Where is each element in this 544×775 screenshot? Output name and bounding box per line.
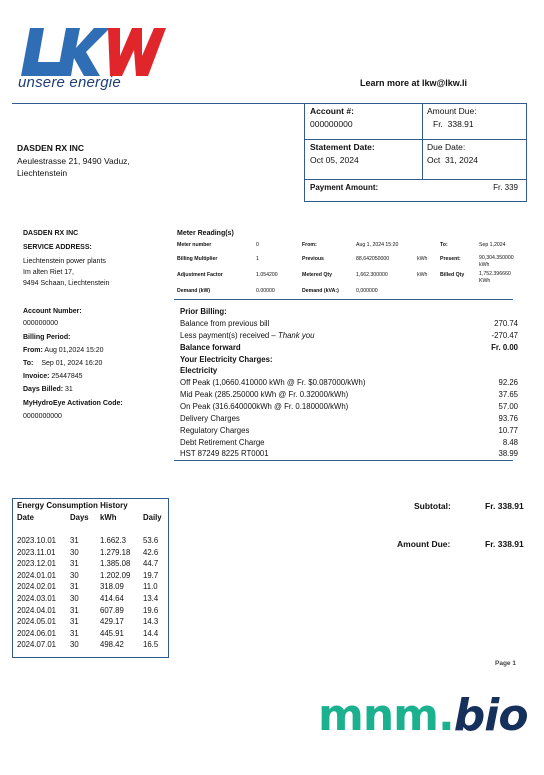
history-cell: 30 bbox=[70, 547, 79, 557]
history-header: kWh bbox=[100, 513, 117, 522]
history-cell: 2023.11.01 bbox=[17, 547, 56, 557]
billing-line bbox=[180, 448, 538, 460]
history-cell: 11.0 bbox=[143, 582, 158, 592]
summary-vertical-divider bbox=[422, 104, 423, 179]
total-amount-due-value: Fr. 338.91 bbox=[485, 539, 524, 549]
billing-line-amount: -270.47 bbox=[491, 330, 518, 340]
meter-row bbox=[177, 241, 522, 253]
meter-cell: 90,304.350000 kWh bbox=[479, 255, 514, 268]
watermark-part1: mnm. bbox=[318, 690, 454, 741]
billing-line-label: HST 87249 8225 RT0001 bbox=[180, 449, 269, 459]
billing-line bbox=[180, 389, 538, 401]
billing-line-label: Your Electricity Charges: bbox=[180, 354, 273, 364]
watermark bbox=[318, 690, 528, 742]
billing-line-label: On Peak (316.640000kWh @ Fr. 0.180000/kWh) bbox=[180, 401, 349, 411]
billing-line-label: Delivery Charges bbox=[180, 413, 240, 423]
history-cell: 30 bbox=[70, 594, 79, 603]
meter-cell: From: bbox=[302, 242, 317, 248]
history-cell: 14.4 bbox=[143, 628, 159, 638]
billing-line bbox=[180, 401, 538, 413]
billing-line-amount: 38.99 bbox=[498, 449, 518, 459]
total-amount-due-label: Amount Due: bbox=[397, 539, 451, 549]
prior-billing-label: Prior Billing: bbox=[180, 307, 227, 316]
history-cell: 31 bbox=[70, 605, 79, 615]
history-row bbox=[17, 535, 167, 546]
account-number-value: 000000000 bbox=[310, 119, 353, 129]
days-billed-value: 31 bbox=[65, 386, 73, 393]
history-cell: 498.42 bbox=[100, 640, 124, 650]
billing-line-label: Balance forward bbox=[180, 342, 241, 352]
billing-line-amount: 93.76 bbox=[498, 413, 518, 423]
history-cell: 1.385.08 bbox=[100, 559, 131, 569]
billing-line bbox=[180, 318, 538, 330]
history-cell: 42.6 bbox=[143, 547, 159, 557]
summary-divider-2 bbox=[305, 179, 526, 180]
meter-cell: To: bbox=[440, 242, 448, 248]
meter-cell: Aug 1, 2024 15:20 bbox=[356, 242, 399, 248]
meter-cell: 0.00000 bbox=[256, 288, 275, 294]
history-row bbox=[17, 616, 167, 627]
page-number: Page 1 bbox=[495, 660, 516, 667]
history-cell: 14.3 bbox=[143, 617, 159, 627]
meter-readings-title: Meter Reading(s) bbox=[177, 230, 234, 237]
meter-cell: Demand (kW) bbox=[177, 288, 211, 294]
billing-line-label: Regulatory Charges bbox=[180, 425, 250, 435]
meter-divider bbox=[174, 299, 513, 300]
days-billed-label: Days Billed: bbox=[23, 386, 64, 393]
due-date-value: Oct 31, 2024 bbox=[427, 155, 479, 165]
service-address-label: SERVICE ADDRESS: bbox=[23, 244, 92, 251]
service-address-line3: 9494 Schaan, Liechtenstein bbox=[23, 280, 110, 287]
billing-line bbox=[180, 377, 538, 389]
account-number-label: Account Number: bbox=[23, 308, 82, 315]
history-row bbox=[17, 628, 167, 639]
billing-line bbox=[180, 342, 538, 354]
history-header: Daily bbox=[143, 513, 162, 522]
meter-cell: Previous bbox=[302, 256, 324, 262]
history-cell: 53.6 bbox=[143, 536, 159, 545]
subtotal-value: Fr. 338.91 bbox=[485, 501, 524, 511]
billing-line-amount: 92.26 bbox=[498, 378, 518, 388]
invoice-value: 25447845 bbox=[51, 373, 83, 380]
history-cell: 2023.12.01 bbox=[17, 559, 57, 569]
account-number-label: Account #: bbox=[310, 106, 354, 116]
account-summary-box bbox=[304, 103, 527, 202]
meter-cell: 88,642050000 bbox=[356, 256, 390, 262]
customer-name: DASDEN RX INC bbox=[17, 143, 85, 153]
billing-period-label: Billing Period: bbox=[23, 334, 71, 341]
billing-divider bbox=[174, 460, 513, 461]
invoice-label: Invoice: bbox=[23, 373, 50, 380]
history-cell: 2024.03.01 bbox=[17, 594, 57, 603]
to-label: To: bbox=[23, 360, 34, 367]
billing-line bbox=[180, 354, 538, 366]
history-cell: 318.09 bbox=[100, 582, 124, 592]
meter-cell: kWh bbox=[417, 272, 428, 278]
billing-line-label: Balance from previous bill bbox=[180, 319, 270, 328]
billing-line-amount: 10.77 bbox=[498, 425, 518, 435]
history-cell: 19.7 bbox=[143, 570, 159, 580]
billing-line bbox=[180, 437, 538, 449]
history-cell: 414.64 bbox=[100, 594, 124, 603]
history-cell: 2024.07.01 bbox=[17, 640, 57, 650]
from-label: From: bbox=[23, 347, 43, 354]
history-cell: 1.662.3 bbox=[100, 536, 127, 545]
service-address-line1: Liechtenstein power plants bbox=[23, 258, 106, 265]
history-cell: 30 bbox=[70, 570, 79, 580]
billing-line-amount: 57.00 bbox=[498, 401, 518, 411]
history-cell: 2024.06.01 bbox=[17, 628, 57, 638]
billing-line bbox=[180, 330, 538, 342]
meter-cell: Demand (kVA:) bbox=[302, 288, 339, 294]
billing-line-label: Less payment(s) received – bbox=[180, 330, 276, 340]
meter-row bbox=[177, 287, 522, 299]
meter-row bbox=[177, 271, 522, 283]
from-value: Aug 01,2024 15:20 bbox=[44, 347, 104, 354]
payment-amount-value: Fr. 339 bbox=[493, 183, 518, 192]
account-number-value: 000000000 bbox=[23, 320, 59, 327]
billing-line-amount: 8.48 bbox=[502, 437, 518, 447]
billing-line-label-italic: Thank you bbox=[278, 330, 315, 340]
history-row bbox=[17, 605, 167, 616]
history-cell: 445.91 bbox=[100, 628, 124, 638]
meter-cell: Metered Qty bbox=[302, 272, 332, 278]
history-cell: 31 bbox=[70, 559, 79, 569]
history-cell: 607.89 bbox=[100, 605, 124, 615]
history-cell: 2024.02.01 bbox=[17, 582, 57, 592]
history-header: Days bbox=[70, 513, 89, 522]
myhydro-label: MyHydroEye Activation Code: bbox=[23, 400, 123, 407]
billing-line-label: Electricity bbox=[180, 366, 218, 376]
history-cell: 31 bbox=[70, 536, 79, 545]
history-title: Energy Consumption History bbox=[17, 501, 128, 510]
history-cell: 13.4 bbox=[143, 594, 159, 603]
statement-date-label: Statement Date: bbox=[310, 142, 375, 152]
history-cell: 16.5 bbox=[143, 640, 159, 650]
watermark-part2: bio bbox=[453, 690, 528, 741]
summary-divider-1 bbox=[305, 139, 526, 140]
history-row bbox=[17, 581, 167, 592]
history-header: Date bbox=[17, 513, 34, 522]
meter-row bbox=[177, 255, 522, 267]
service-name: DASDEN RX INC bbox=[23, 230, 79, 237]
meter-cell: 1.054200 bbox=[256, 272, 278, 278]
statement-date-value: Oct 05, 2024 bbox=[310, 155, 359, 165]
meter-cell: Billing Multiplier bbox=[177, 256, 218, 262]
due-date-label: Due Date: bbox=[427, 142, 466, 152]
meter-cell: 0 bbox=[256, 242, 259, 248]
meter-cell: Sep 1,2024 bbox=[479, 242, 506, 248]
customer-address-line1: Aeulestrasse 21, 9490 Vaduz, bbox=[17, 156, 130, 166]
billing-line-amount: 270.74 bbox=[494, 319, 518, 328]
billing-line bbox=[180, 413, 538, 425]
history-row bbox=[17, 593, 167, 604]
history-cell: 1.279.18 bbox=[100, 547, 131, 557]
meter-cell: Present: bbox=[440, 256, 461, 262]
subtotal-label: Subtotal: bbox=[414, 501, 451, 511]
history-cell: 429.17 bbox=[100, 617, 124, 627]
payment-amount-label: Payment Amount: bbox=[310, 183, 379, 192]
meter-cell: Billed Qty bbox=[440, 272, 465, 278]
brand-tagline: unsere energie bbox=[18, 74, 121, 91]
customer-address-line2: Liechtenstein bbox=[17, 168, 68, 178]
billing-line-amount: 37.65 bbox=[498, 390, 518, 400]
learn-more-link[interactable]: Learn more at lkw@lkw.li bbox=[360, 78, 467, 88]
history-cell: 2024.01.01 bbox=[17, 570, 57, 580]
consumption-history-table bbox=[12, 498, 169, 658]
billing-line bbox=[180, 365, 538, 377]
history-cell: 31 bbox=[70, 628, 79, 638]
amount-due-label: Amount Due: bbox=[427, 106, 477, 116]
service-address-line2: Im alten Riet 17, bbox=[23, 269, 74, 276]
history-header-row bbox=[17, 512, 167, 523]
history-cell: 31 bbox=[70, 617, 79, 627]
history-cell: 2023.10.01 bbox=[17, 536, 57, 545]
meter-cell: kWh bbox=[417, 256, 428, 262]
history-cell: 31 bbox=[70, 582, 79, 592]
to-value: Sep 01, 2024 16:20 bbox=[41, 360, 103, 367]
meter-cell: 0,000000 bbox=[356, 288, 378, 294]
history-cell: 1.202.09 bbox=[100, 570, 131, 580]
history-row bbox=[17, 570, 167, 581]
history-cell: 19.6 bbox=[143, 605, 159, 615]
meter-cell: 1 bbox=[256, 256, 259, 262]
billing-line-amount: Fr. 0.00 bbox=[491, 342, 518, 352]
meter-cell: 1,662.300000 bbox=[356, 272, 388, 278]
history-cell: 30 bbox=[70, 640, 79, 650]
billing-line bbox=[180, 425, 538, 437]
history-cell: 2024.04.01 bbox=[17, 605, 57, 615]
amount-due-value: Fr. 338.91 bbox=[433, 119, 474, 129]
billing-line-label: Off Peak (1,0660.410000 kWh @ Fr. $0.087000/kWh) bbox=[180, 378, 366, 388]
history-row bbox=[17, 639, 167, 650]
history-row bbox=[17, 558, 167, 569]
meter-cell: Adjustment Factor bbox=[177, 272, 223, 278]
billing-line-label: Mid Peak (285.250000 kWh @ Fr. 0.32000/kWh) bbox=[180, 390, 349, 400]
billing-line-label: Debt Retirement Charge bbox=[180, 437, 265, 447]
history-row bbox=[17, 547, 167, 558]
history-cell: 44.7 bbox=[143, 559, 159, 569]
myhydro-value: 0000000000 bbox=[23, 413, 62, 420]
meter-cell: Meter number bbox=[177, 242, 212, 248]
history-cell: 2024.05.01 bbox=[17, 617, 57, 627]
meter-cell: 1,752.396660 KWh bbox=[479, 271, 511, 284]
